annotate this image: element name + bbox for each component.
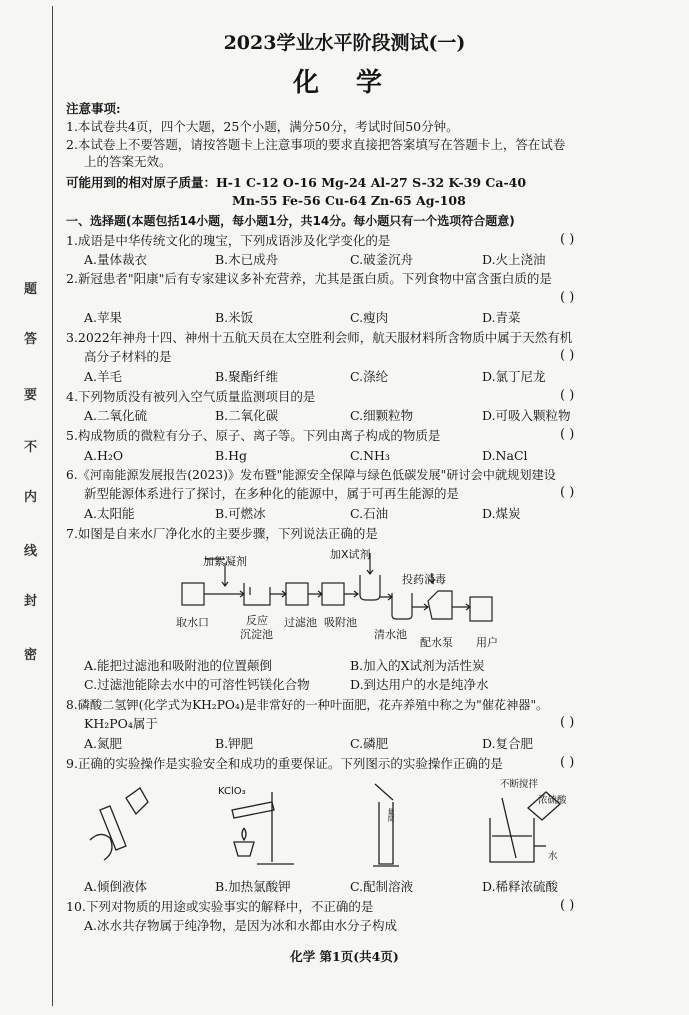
answer-paren: ( ) bbox=[560, 232, 575, 247]
question-stem: 10.下列对物质的用途或实验事实的解释中，不正确的是 bbox=[66, 899, 374, 914]
pipette-icon bbox=[375, 784, 393, 800]
option: A.量体裁衣 bbox=[84, 252, 148, 267]
binding-line bbox=[52, 6, 53, 1006]
subject-title: 化 学 bbox=[292, 68, 397, 98]
flow-arrow bbox=[452, 604, 470, 610]
option: D.青菜 bbox=[482, 310, 521, 325]
option: C.涤纶 bbox=[350, 369, 389, 384]
option: A.太阳能 bbox=[84, 506, 135, 521]
answer-paren: ( ) bbox=[560, 427, 575, 442]
answer-paren: ( ) bbox=[560, 348, 575, 363]
option: D.煤炭 bbox=[482, 506, 521, 521]
notes-item: 上的答案无效。 bbox=[84, 154, 172, 169]
option: C.过滤池能除去水中的可溶性钙镁化合物 bbox=[84, 677, 310, 692]
flow-arrow bbox=[270, 591, 286, 597]
option: D.复合肥 bbox=[482, 736, 534, 751]
label-user: 用户 bbox=[476, 636, 498, 649]
label-clear: 清水池 bbox=[374, 628, 407, 641]
settling-tank bbox=[244, 583, 270, 605]
answer-paren: ( ) bbox=[560, 388, 575, 403]
question-stem: 2.新冠患者"阳康"后有专家建议多补充营养，尤其是蛋白质。下列食物中富含蛋白质的是 bbox=[66, 271, 552, 286]
label-disinfect: 投药消毒 bbox=[402, 573, 446, 586]
option: D.到达用户的水是纯净水 bbox=[350, 677, 489, 692]
filter-box bbox=[286, 583, 308, 605]
option: D.火上浇油 bbox=[482, 252, 546, 267]
margin-char: 答 bbox=[24, 332, 38, 347]
section-title: 一、选择题(本题包括14小题，每小题1分，共14分。每小题只有一个选项符合题意) bbox=[66, 214, 515, 228]
option: C.磷肥 bbox=[350, 736, 389, 751]
answer-paren: ( ) bbox=[560, 485, 575, 500]
notes-item: 2.本试卷上不要答题，请按答题卡上注意事项的要求直接把答案填写在答题卡上，答在试卷 bbox=[66, 137, 566, 152]
margin-char: 密 bbox=[24, 648, 38, 663]
flow-arrow bbox=[380, 594, 392, 600]
label-filter: 过滤池 bbox=[284, 616, 317, 629]
atomic-masses-2: Mn-55 Fe-56 Cu-64 Zn-65 Ag-108 bbox=[232, 193, 466, 208]
question-stem: 3.2022年神舟十四、神州十五航天员在太空胜利会师，航天服材料所含物质中属于天然有机 bbox=[66, 330, 573, 345]
option: B.聚酯纤维 bbox=[215, 369, 279, 384]
question-stem: 9.正确的实验操作是实验安全和成功的重要保证。下列图示的实验操作正确的是 bbox=[66, 756, 503, 771]
label-x-reagent: 加X试剂 bbox=[330, 548, 371, 561]
label-stir: 不断搅拌 bbox=[500, 779, 539, 790]
label-intake: 取水口 bbox=[176, 616, 209, 629]
option: B.加热氯酸钾 bbox=[215, 879, 291, 894]
test-tube-icon bbox=[232, 802, 274, 818]
alcohol-lamp-icon bbox=[234, 842, 254, 856]
option: B.木已成舟 bbox=[215, 252, 279, 267]
option: A.H₂O bbox=[84, 448, 124, 463]
option: D.稀释浓硫酸 bbox=[482, 879, 559, 894]
question-stem: 5.构成物质的微粒有分子、原子、离子等。下列由离子构成的物质是 bbox=[66, 428, 441, 443]
option: C.石油 bbox=[350, 506, 389, 521]
figure-pour-liquid bbox=[80, 780, 170, 870]
notes-item: 1.本试卷共4页，四个大题，25个小题，满分50分，考试时间50分钟。 bbox=[66, 119, 459, 134]
label-cylinder: 量筒 bbox=[387, 808, 395, 822]
flame-icon bbox=[242, 828, 246, 840]
notes-heading: 注意事项: bbox=[66, 101, 121, 116]
flow-arrow bbox=[412, 604, 428, 610]
option: B.可燃冰 bbox=[215, 506, 266, 521]
option: A.冰水共存物属于纯净物，是因为冰和水都由水分子构成 bbox=[84, 918, 398, 933]
label-kclo3: KClO₃ bbox=[218, 786, 246, 797]
question-stem: 6.《河南能源发展报告(2023)》发布暨"能源安全保障与绿色低碳发展"研讨会中就规划建设 bbox=[66, 468, 556, 482]
margin-char: 封 bbox=[24, 594, 38, 609]
flow-arrow bbox=[344, 591, 358, 597]
reagent-bottle-icon bbox=[126, 788, 148, 814]
exam-title: 2023学业水平阶段测试(一) bbox=[223, 32, 466, 54]
label-flocculant: 加絮凝剂 bbox=[203, 555, 247, 568]
question-stem: 4.下列物质没有被列入空气质量监测项目的是 bbox=[66, 389, 316, 404]
adsorb-box bbox=[322, 583, 344, 605]
question-stem: 7.如图是自来水厂净化水的主要步骤，下列说法正确的是 bbox=[66, 526, 378, 541]
option: A.氮肥 bbox=[84, 736, 123, 751]
option: A.羊毛 bbox=[84, 369, 123, 384]
option: B.Hg bbox=[215, 448, 248, 463]
question-stem: 新型能源体系进行了探讨，在多种化的能源中，属于可再生能源的是 bbox=[84, 486, 460, 501]
intake-box bbox=[182, 583, 204, 605]
margin-char: 线 bbox=[24, 544, 38, 559]
option: D.可吸入颗粒物 bbox=[482, 408, 571, 423]
question-stem: KH₂PO₄属于 bbox=[84, 716, 158, 731]
margin-char: 不 bbox=[24, 440, 38, 455]
option: A.二氧化硫 bbox=[84, 408, 148, 423]
option: C.破釜沉舟 bbox=[350, 252, 414, 267]
label-acid: 浓硫酸 bbox=[538, 795, 567, 806]
option: B.钾肥 bbox=[215, 736, 254, 751]
option: C.瘦肉 bbox=[350, 310, 389, 325]
answer-paren: ( ) bbox=[560, 755, 575, 770]
hand-icon bbox=[90, 834, 112, 860]
option: D.NaCl bbox=[482, 448, 528, 463]
label-settling-2: 沉淀池 bbox=[240, 628, 273, 641]
answer-paren: ( ) bbox=[560, 898, 575, 913]
question-stem: 1.成语是中华传统文化的瑰宝，下列成语涉及化学变化的是 bbox=[66, 233, 391, 248]
option: C.NH₃ bbox=[350, 448, 390, 463]
iron-stand-icon bbox=[257, 792, 294, 864]
glass-rod-icon bbox=[502, 798, 516, 858]
option: C.配制溶液 bbox=[350, 879, 414, 894]
label-adsorb: 吸附池 bbox=[324, 616, 357, 629]
margin-char: 题 bbox=[24, 282, 38, 297]
user-box bbox=[470, 597, 492, 621]
label-settling: 反应 bbox=[246, 614, 268, 627]
margin-char: 内 bbox=[24, 490, 38, 505]
flow-arrow bbox=[308, 591, 322, 597]
pump-shape bbox=[428, 591, 452, 619]
question-stem: 高分子材料的是 bbox=[84, 349, 172, 364]
label-water: 水 bbox=[548, 851, 558, 862]
answer-paren: ( ) bbox=[560, 290, 575, 305]
label-pump: 配水泵 bbox=[420, 636, 453, 649]
option: B.米饭 bbox=[215, 310, 254, 325]
option: A.能把过滤池和吸附池的位置颠倒 bbox=[84, 658, 273, 673]
option: B.加入的X试剂为活性炭 bbox=[350, 658, 485, 673]
test-tube-icon bbox=[100, 806, 126, 850]
option: D.氯丁尼龙 bbox=[482, 369, 546, 384]
clear-tank bbox=[392, 593, 412, 619]
answer-paren: ( ) bbox=[560, 715, 575, 730]
option: A.苹果 bbox=[84, 310, 123, 325]
option: C.细颗粒物 bbox=[350, 408, 414, 423]
option: B.二氧化碳 bbox=[215, 408, 279, 423]
question-stem: 8.磷酸二氢钾(化学式为KH₂PO₄)是非常好的一种叶面肥，花卉养殖中称之为"催花神器"。 bbox=[66, 698, 549, 712]
page-footer: 化学 第1页(共4页) bbox=[290, 949, 399, 964]
figure-prepare-solution bbox=[365, 778, 415, 873]
adsorb-tank bbox=[360, 575, 380, 600]
atomic-masses: 可能用到的相对原子质量：H-1 C-12 O-16 Mg-24 Al-27 S-32 K-39 Ca-40 bbox=[66, 175, 527, 190]
margin-char: 要 bbox=[24, 388, 38, 403]
option: A.倾倒液体 bbox=[84, 879, 148, 894]
